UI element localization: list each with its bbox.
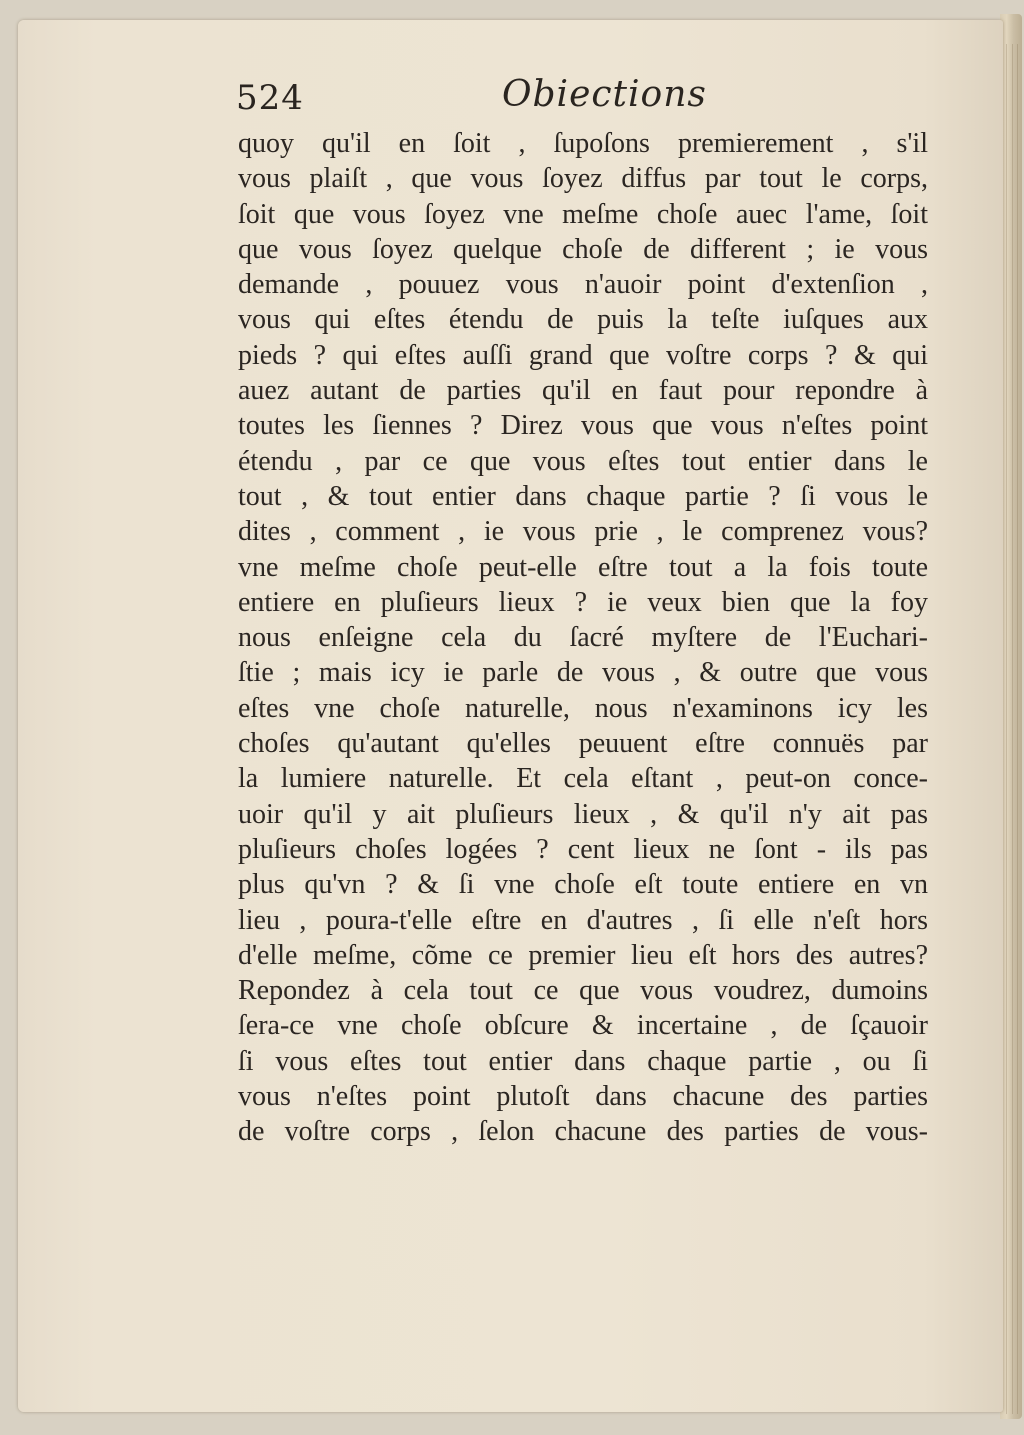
- page-edge: [1000, 14, 1022, 1419]
- page-header: [232, 70, 922, 130]
- text-line: d'elle meſme, cõme ce premier lieu eſt hors des autres?: [238, 939, 928, 971]
- text-line: la lumiere naturelle. Et cela eſtant , peut-on conce-: [238, 763, 928, 795]
- text-line: entiere en pluſieurs lieux ? ie veux bien que la foy: [238, 586, 928, 618]
- text-line: tout , & tout entier dans chaque partie ? ſi vous le: [238, 480, 928, 512]
- text-line: vous plaiſt , que vous ſoyez diffus par tout le corps,: [238, 163, 928, 195]
- text-line: Repondez à cela tout ce que vous voudrez, dumoins: [238, 975, 928, 1007]
- text-line: eſtes vne choſe naturelle, nous n'examinons icy les: [238, 692, 928, 724]
- text-line: dites , comment , ie vous prie , le comprenez vous?: [238, 516, 928, 548]
- text-line: demande , pouuez vous n'auoir point d'extenſion ,: [238, 269, 928, 301]
- text-line: uoir qu'il y ait pluſieurs lieux , & qu'il n'y ait pas: [238, 798, 928, 830]
- text-line: pluſieurs choſes logées ? cent lieux ne ſont - ils pas: [238, 833, 928, 865]
- text-line: vne meſme choſe peut-elle eſtre tout a la fois toute: [238, 551, 928, 583]
- page-edge-line: [1017, 44, 1018, 1414]
- text-line: pieds ? qui eſtes auſſi grand que voſtre corps ? & qui: [238, 339, 928, 371]
- text-line: vous qui eſtes étendu de puis la teſte iuſques aux: [238, 304, 928, 336]
- text-line: lieu , poura-t'elle eſtre en d'autres , ſi elle n'eſt hors: [238, 904, 928, 936]
- text-line: toutes les ſiennes ? Direz vous que vous n'eſtes point: [238, 410, 928, 442]
- running-title: Obiections: [502, 74, 707, 115]
- text-line: que vous ſoyez quelque choſe de different ; ie vous: [238, 233, 928, 265]
- page-edge-line: [1012, 44, 1013, 1414]
- text-line: vous n'eſtes point plutoſt dans chacune des parties: [238, 1081, 928, 1113]
- page-number: 524: [236, 78, 304, 118]
- text-line: choſes qu'autant qu'elles peuuent eſtre connuës par: [238, 728, 928, 760]
- text-line: nous enſeigne cela du ſacré myſtere de l'Euchari-: [238, 622, 928, 654]
- body-text: [238, 126, 928, 1150]
- text-line: ſtie ; mais icy ie parle de vous , & outre que vous: [238, 657, 928, 689]
- text-line: ſoit que vous ſoyez vne meſme choſe auec l'ame, ſoit: [238, 198, 928, 230]
- page-edge-line: [1006, 44, 1007, 1414]
- text-line: auez autant de parties qu'il en faut pour repondre à: [238, 375, 928, 407]
- text-line: ſi vous eſtes tout entier dans chaque partie , ou ſi: [238, 1045, 928, 1077]
- text-line: ſera-ce vne choſe obſcure & incertaine , de ſçauoir: [238, 1010, 928, 1042]
- text-line: quoy qu'il en ſoit , ſupoſons premierement , s'il: [238, 128, 928, 159]
- text-line: de voſtre corps , ſelon chacune des parties de vous-: [238, 1116, 928, 1148]
- text-line: étendu , par ce que vous eſtes tout entier dans le: [238, 445, 928, 477]
- text-line: plus qu'vn ? & ſi vne choſe eſt toute entiere en vn: [238, 869, 928, 901]
